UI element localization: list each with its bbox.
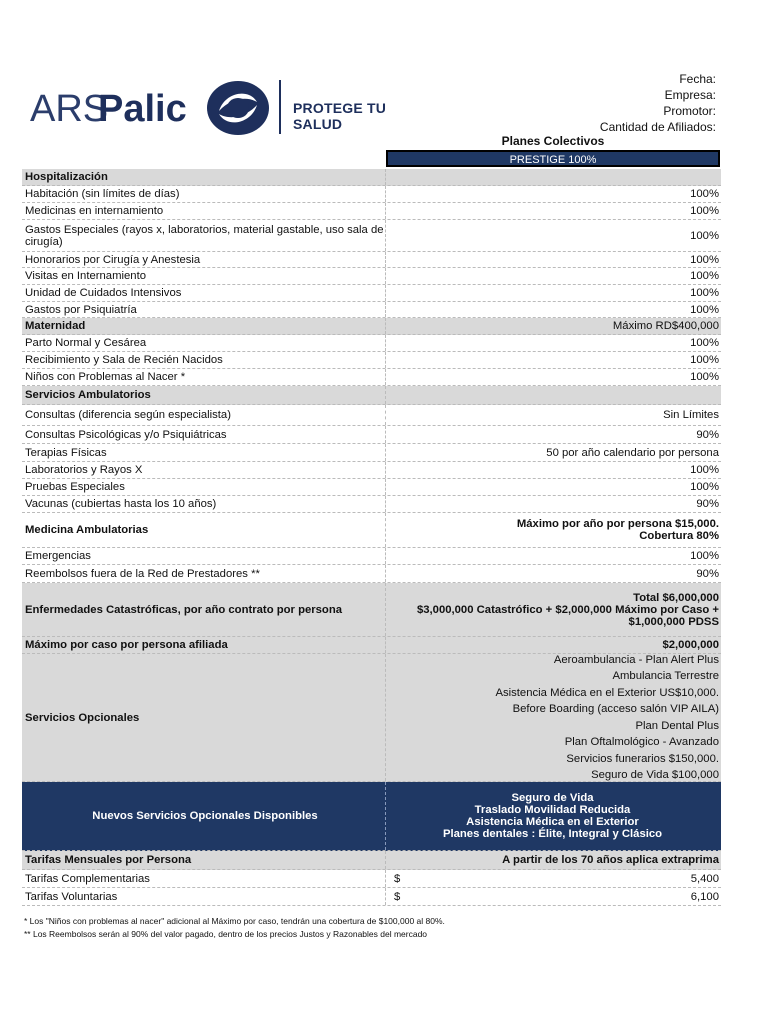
tarifa-amount: 6,100 bbox=[690, 890, 719, 903]
row-label: Reembolsos fuera de la Red de Prestadores ** bbox=[22, 565, 386, 582]
row-value-line: Cobertura 80% bbox=[639, 530, 719, 542]
row-label: Servicios Ambulatorios bbox=[22, 386, 386, 404]
brand-logo bbox=[30, 78, 430, 138]
row-value bbox=[386, 386, 721, 404]
row-label: Pruebas Especiales bbox=[22, 479, 386, 495]
row-value bbox=[386, 462, 721, 478]
coverage-table bbox=[22, 169, 721, 906]
row-label: Servicios Opcionales bbox=[22, 654, 386, 781]
row-label: Vacunas (cubiertas hasta los 10 años) bbox=[22, 496, 386, 512]
row-label: Parto Normal y Cesárea bbox=[22, 335, 386, 351]
meta-promotor: Promotor: bbox=[663, 104, 716, 118]
row-value bbox=[386, 654, 721, 781]
row-value-line: Traslado Movilidad Reducida bbox=[474, 804, 631, 816]
row-label: Consultas Psicológicas y/o Psiquiátricas bbox=[22, 426, 386, 443]
row-value bbox=[386, 444, 721, 461]
row-value-line: Aeroambulancia - Plan Alert Plus bbox=[553, 653, 719, 666]
row-label: Honorarios por Cirugía y Anestesia bbox=[22, 252, 386, 267]
row-value-line: Máximo RD$400,000 bbox=[612, 320, 719, 332]
row-label: Máximo por caso por persona afiliada bbox=[22, 637, 386, 653]
table-row bbox=[22, 851, 721, 870]
row-value-line: 100% bbox=[690, 188, 719, 200]
planes-title: Planes Colectivos bbox=[501, 134, 605, 148]
row-value-line: Seguro de Vida $100,000 bbox=[591, 769, 719, 781]
row-label: Hospitalización bbox=[22, 169, 386, 185]
row-value bbox=[386, 565, 721, 582]
footnote-1: * Los "Niños con problemas al nacer" adicional al Máximo por caso, tendrán una cobertura de $100,000 al 80%. bbox=[24, 916, 445, 926]
row-label: Consultas (diferencia según especialista) bbox=[22, 405, 386, 425]
table-row bbox=[22, 285, 721, 302]
row-label: Unidad de Cuidados Intensivos bbox=[22, 285, 386, 301]
logo-separator bbox=[279, 80, 281, 134]
row-label: Emergencias bbox=[22, 548, 386, 564]
row-value bbox=[386, 335, 721, 351]
row-value-line: 100% bbox=[690, 371, 719, 383]
row-value-line: 100% bbox=[690, 481, 719, 493]
tarifa-value bbox=[386, 888, 721, 905]
table-row bbox=[22, 369, 721, 386]
row-value-line: Seguro de Vida bbox=[511, 792, 594, 804]
row-value-line: Before Boarding (acceso salón VIP AILA) bbox=[512, 703, 719, 715]
row-value bbox=[386, 782, 721, 850]
table-row bbox=[22, 335, 721, 352]
row-value-line: 100% bbox=[690, 253, 719, 266]
tarifa-amount: 5,400 bbox=[690, 872, 719, 885]
tarifa-value bbox=[386, 870, 721, 887]
row-label: Nuevos Servicios Opcionales Disponibles bbox=[22, 782, 386, 850]
row-value-line: 100% bbox=[690, 229, 719, 242]
row-value-line: $2,000,000 bbox=[662, 639, 719, 651]
row-label: Gastos Especiales (rayos x, laboratorios, material gastable, uso sala de cirugía) bbox=[22, 220, 386, 251]
row-label: Recibimiento y Sala de Recién Nacidos bbox=[22, 352, 386, 368]
row-value bbox=[386, 513, 721, 547]
row-value-line: Ambulancia Terrestre bbox=[612, 670, 719, 682]
row-value bbox=[386, 352, 721, 368]
row-label: Enfermedades Catastróficas, por año contrato por persona bbox=[22, 583, 386, 636]
brand-palic: Palic bbox=[98, 88, 187, 130]
brand-tagline: PROTEGE TU SALUD bbox=[293, 100, 387, 132]
footnote-2: ** Los Reembolsos serán al 90% del valor pagado, dentro de los precios Justos y Razonables del mercado bbox=[24, 929, 428, 939]
table-row bbox=[22, 252, 721, 268]
row-value-line: 100% bbox=[690, 303, 719, 316]
table-row bbox=[22, 496, 721, 513]
row-value bbox=[386, 203, 721, 219]
table-row bbox=[22, 444, 721, 462]
table-row bbox=[22, 268, 721, 285]
plan-header: PRESTIGE 100% bbox=[386, 150, 720, 167]
row-value-line: 100% bbox=[690, 205, 719, 217]
table-row bbox=[22, 220, 721, 252]
row-value-line: Planes dentales : Élite, Integral y Clásico bbox=[442, 828, 663, 840]
tarifa-label: Tarifas Voluntarias bbox=[22, 888, 386, 905]
table-row bbox=[22, 386, 721, 405]
tarifa-currency: $ bbox=[394, 890, 401, 903]
row-value bbox=[386, 186, 721, 202]
row-value-line: $1,000,000 PDSS bbox=[628, 615, 719, 628]
row-value-line: 100% bbox=[690, 464, 719, 476]
tarifa-label: Tarifas Complementarias bbox=[22, 870, 386, 887]
row-value bbox=[386, 426, 721, 443]
row-label: Tarifas Mensuales por Persona bbox=[22, 851, 386, 869]
row-value-line: 100% bbox=[690, 337, 719, 349]
table-row bbox=[22, 318, 721, 335]
row-value-line: Servicios funerarios $150,000. bbox=[566, 752, 719, 765]
row-label: Terapias Físicas bbox=[22, 444, 386, 461]
row-value-line: Plan Dental Plus bbox=[635, 719, 719, 732]
row-value-line: Sin Límites bbox=[663, 409, 719, 421]
table-row bbox=[22, 302, 721, 318]
footnotes bbox=[24, 915, 445, 941]
row-value-line: A partir de los 70 años aplica extraprima bbox=[502, 854, 719, 866]
meta-cantidad-afiliados: Cantidad de Afiliados: bbox=[599, 120, 716, 134]
row-value bbox=[386, 496, 721, 512]
row-value-line: 100% bbox=[690, 287, 719, 299]
table-row bbox=[22, 462, 721, 479]
table-row bbox=[22, 479, 721, 496]
row-value bbox=[386, 479, 721, 495]
row-label: Medicina Ambulatorias bbox=[22, 513, 386, 547]
row-value bbox=[386, 548, 721, 564]
table-row bbox=[22, 548, 721, 565]
tarifa-currency: $ bbox=[394, 872, 401, 885]
row-label: Laboratorios y Rayos X bbox=[22, 462, 386, 478]
brand-ars: ARS bbox=[30, 88, 109, 130]
logo-mark-icon bbox=[205, 78, 271, 138]
tarifa-row bbox=[22, 870, 721, 888]
row-value-line: Total $6,000,000 bbox=[633, 591, 719, 604]
table-row bbox=[22, 583, 721, 637]
row-value bbox=[386, 302, 721, 317]
row-label: Gastos por Psiquiatría bbox=[22, 302, 386, 317]
row-value bbox=[386, 583, 721, 636]
row-label: Niños con Problemas al Nacer * bbox=[22, 369, 386, 385]
table-row bbox=[22, 186, 721, 203]
table-row bbox=[22, 513, 721, 548]
row-value-line: Asistencia Médica en el Exterior US$10,000. bbox=[495, 686, 719, 699]
row-value-line: 90% bbox=[696, 567, 719, 580]
row-value bbox=[386, 318, 721, 334]
row-value-line: 90% bbox=[696, 498, 719, 510]
row-value-line: 100% bbox=[690, 550, 719, 562]
row-label: Medicinas en internamiento bbox=[22, 203, 386, 219]
row-value-line: 100% bbox=[690, 354, 719, 366]
row-value-line: Máximo por año por persona $15,000. bbox=[516, 518, 719, 530]
meta-empresa: Empresa: bbox=[664, 88, 716, 102]
row-value bbox=[386, 285, 721, 301]
form-meta bbox=[600, 71, 716, 135]
row-value bbox=[386, 851, 721, 869]
row-label: Maternidad bbox=[22, 318, 386, 334]
table-row bbox=[22, 782, 721, 851]
table-row bbox=[22, 203, 721, 220]
table-row bbox=[22, 352, 721, 369]
meta-fecha: Fecha: bbox=[679, 72, 716, 86]
table-row bbox=[22, 426, 721, 444]
table-row bbox=[22, 565, 721, 583]
row-value-line: 90% bbox=[696, 428, 719, 441]
row-value-line: $3,000,000 Catastrófico + $2,000,000 Máximo por Caso + bbox=[416, 603, 719, 616]
tarifa-row bbox=[22, 888, 721, 906]
table-row bbox=[22, 405, 721, 426]
row-label: Habitación (sin límites de días) bbox=[22, 186, 386, 202]
row-value-line: Asistencia Médica en el Exterior bbox=[466, 816, 639, 828]
row-value bbox=[386, 220, 721, 251]
row-value-line: 50 por año calendario por persona bbox=[546, 446, 719, 459]
table-row bbox=[22, 169, 721, 186]
row-value bbox=[386, 405, 721, 425]
row-value-line: Plan Oftalmológico - Avanzado bbox=[564, 736, 719, 748]
table-row bbox=[22, 654, 721, 782]
row-value bbox=[386, 268, 721, 284]
row-value bbox=[386, 369, 721, 385]
row-value bbox=[386, 252, 721, 267]
row-value-line: 100% bbox=[690, 270, 719, 282]
row-label: Visitas en Internamiento bbox=[22, 268, 386, 284]
row-value bbox=[386, 169, 721, 185]
